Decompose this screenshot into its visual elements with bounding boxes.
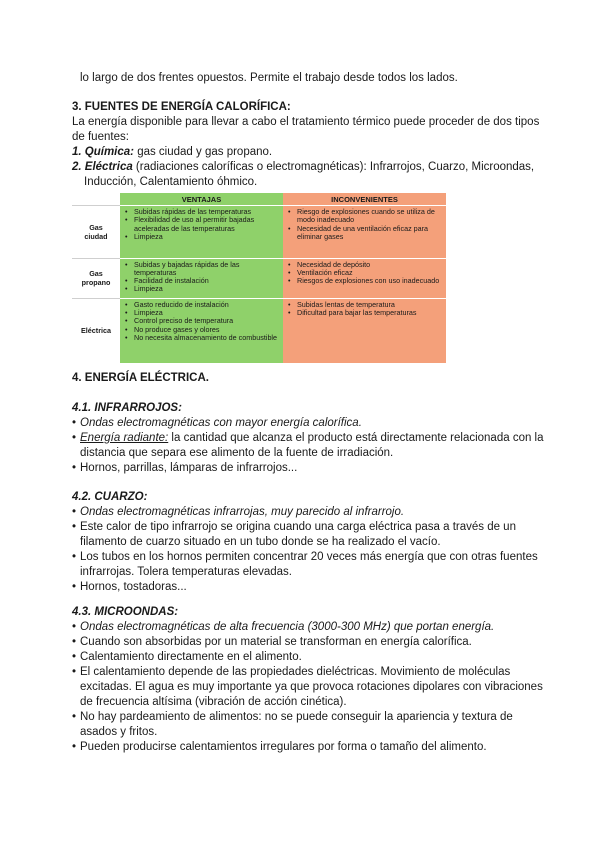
section-4-3-heading: 4.3. MICROONDAS: <box>72 606 179 618</box>
item-2-label: 2. Eléctrica <box>72 161 133 173</box>
bullet-text: Este calor de tipo infrarrojo se origina cuando una carga eléctrica pasa a través de un <box>80 521 516 533</box>
list-item: • Necesidad de una ventilación eficaz para eliminar gases <box>297 225 446 241</box>
list-item <box>72 620 494 635</box>
list-item <box>72 520 516 535</box>
bullet: • <box>72 666 77 678</box>
bullet-continuation: de frecuencia altísima (vibración de acción cinética). <box>80 696 347 708</box>
inconvenientes-cell <box>283 298 446 363</box>
list-item: • Riesgos de explosiones con uso inadecuado <box>297 277 446 285</box>
bullet: • <box>72 417 77 429</box>
section-3-paragraph-line-1: La energía disponible para llevar a cabo el tratamiento térmico puede proceder de dos tipos <box>72 116 540 128</box>
bullet-text: Cuando son absorbidas por un material se transforman en energía calorífica. <box>80 636 472 648</box>
column-header-ventajas: VENTAJAS <box>120 193 283 206</box>
list-item: • Gasto reducido de instalación <box>134 301 283 309</box>
bullet-continuation: infrarrojas. Tolera temperaturas elevadas. <box>80 566 293 578</box>
bullet: • <box>72 521 77 533</box>
list-item: • Facilidad de instalación <box>134 277 283 285</box>
list-item: • Control preciso de temperatura <box>134 317 283 325</box>
bullet: • <box>72 432 77 444</box>
list-item: • No produce gases y olores <box>134 326 283 334</box>
ventajas-cell <box>120 206 283 258</box>
bullet-continuation: excitadas. El agua es muy importante ya que provoca rotaciones dipolares con vibraciones <box>80 681 543 693</box>
row-label-gas-ciudad <box>72 206 120 258</box>
row-label-line: propano <box>81 278 111 288</box>
table-row <box>72 298 446 363</box>
bullet-text: Ondas electromagnéticas de alta frecuencia (3000-300 MHz) que portan energía. <box>80 621 495 633</box>
row-label-electrica <box>72 298 120 363</box>
list-item <box>72 550 538 565</box>
list-item: • No necesita almacenamiento de combustible <box>134 334 283 342</box>
list-item <box>72 580 187 595</box>
bullet: • <box>72 651 77 663</box>
bullet: • <box>72 581 77 593</box>
bullet-text: Hornos, parrillas, lámparas de infrarrojos... <box>80 462 298 474</box>
row-label-line: Gas <box>89 269 103 279</box>
list-item: • Ventilación eficaz <box>297 269 446 277</box>
inconvenientes-cell <box>283 206 446 258</box>
list-item: • Dificultad para bajar las temperaturas <box>297 309 446 317</box>
list-item <box>72 740 487 755</box>
list-item <box>72 416 362 431</box>
row-label-line: Gas <box>89 222 103 232</box>
item-1-text: gas ciudad y gas propano. <box>134 146 273 158</box>
bullet-continuation: distancia que separa ese alimento de la fuente de irradiación. <box>80 447 394 459</box>
bullet-text: Calentamiento directamente en el alimento. <box>80 651 302 663</box>
table-row <box>72 206 446 258</box>
list-item: • Subidas lentas de temperatura <box>297 301 446 309</box>
bullet-text: El calentamiento depende de las propiedades dieléctricas. Movimiento de moléculas <box>80 666 511 678</box>
bullet: • <box>72 741 77 753</box>
bullet-text: Ondas electromagnéticas con mayor energía calorífica. <box>80 417 362 429</box>
ventajas-cell <box>120 258 283 298</box>
section-3-heading: 3. FUENTES DE ENERGÍA CALORÍFICA: <box>72 101 291 113</box>
list-item <box>72 505 404 520</box>
list-item: • Limpieza <box>134 285 283 293</box>
item-1-label: 1. Química: <box>72 146 134 158</box>
bullet-text: No hay pardeamiento de alimentos: no se puede conseguir la apariencia y textura de <box>80 711 513 723</box>
list-item: • Subidas rápidas de las temperaturas <box>134 208 283 216</box>
table-row <box>72 258 446 298</box>
bullet: • <box>72 506 77 518</box>
section-3-item-1 <box>72 145 272 160</box>
bullet-label: Energía radiante: <box>80 432 169 444</box>
list-item <box>72 650 302 665</box>
row-label-gas-propano <box>72 258 120 298</box>
bullet: • <box>72 621 77 633</box>
inconvenientes-cell <box>283 258 446 298</box>
section-3-item-2-continuation: Inducción, Calentamiento óhmico. <box>84 176 258 188</box>
list-item <box>72 635 472 650</box>
bullet-text: Ondas electromagnéticas infrarrojas, muy parecido al infrarrojo. <box>80 506 405 518</box>
section-3-item-2 <box>72 160 534 175</box>
bullet-continuation: asados y fritos. <box>80 726 158 738</box>
item-2-text: (radiaciones caloríficas o electromagnéticas): Infrarrojos, Cuarzo, Microondas, <box>132 161 535 173</box>
ventajas-cell <box>120 298 283 363</box>
list-item: • Riesgo de explosiones cuando se utiliza de modo inadecuado <box>297 208 446 224</box>
bullet: • <box>72 636 77 648</box>
list-item <box>72 665 510 680</box>
list-item <box>72 431 544 446</box>
section-4-2-heading: 4.2. CUARZO: <box>72 491 148 503</box>
energy-sources-table <box>72 193 446 363</box>
list-item <box>72 461 297 476</box>
bullet: • <box>72 711 77 723</box>
list-item <box>72 710 513 725</box>
bullet-text: Hornos, tostadoras... <box>80 581 187 593</box>
list-item: • Limpieza <box>134 233 283 241</box>
list-item: • Necesidad de depósito <box>297 261 446 269</box>
bullet-text: Pueden producirse calentamientos irregulares por forma o tamaño del alimento. <box>80 741 487 753</box>
list-item: • Flexibilidad de uso al permitir bajadas aceleradas de las temperaturas <box>134 216 283 232</box>
intro-line: lo largo de dos frentes opuestos. Permite el trabajo desde todos los lados. <box>80 72 458 84</box>
section-4-heading: 4. ENERGÍA ELÉCTRICA. <box>72 372 209 384</box>
bullet: • <box>72 551 77 563</box>
table-corner <box>72 193 120 206</box>
section-4-1-heading: 4.1. INFRARROJOS: <box>72 402 182 414</box>
bullet-text: la cantidad que alcanza el producto está directamente relacionada con la <box>168 432 544 444</box>
column-header-inconvenientes: INCONVENIENTES <box>283 193 446 206</box>
bullet: • <box>72 462 77 474</box>
bullet-text: Los tubos en los hornos permiten concentrar 20 veces más energía que con otras fuentes <box>80 551 538 563</box>
list-item: • Subidas y bajadas rápidas de las temperaturas <box>134 261 283 277</box>
section-3-paragraph-line-2: de fuentes: <box>72 131 129 143</box>
row-label-line: Eléctrica <box>81 326 111 336</box>
list-item: • Limpieza <box>134 309 283 317</box>
bullet-continuation: filamento de cuarzo situado en un tubo donde se ha realizado el vacío. <box>80 536 441 548</box>
row-label-line: ciudad <box>84 231 108 241</box>
